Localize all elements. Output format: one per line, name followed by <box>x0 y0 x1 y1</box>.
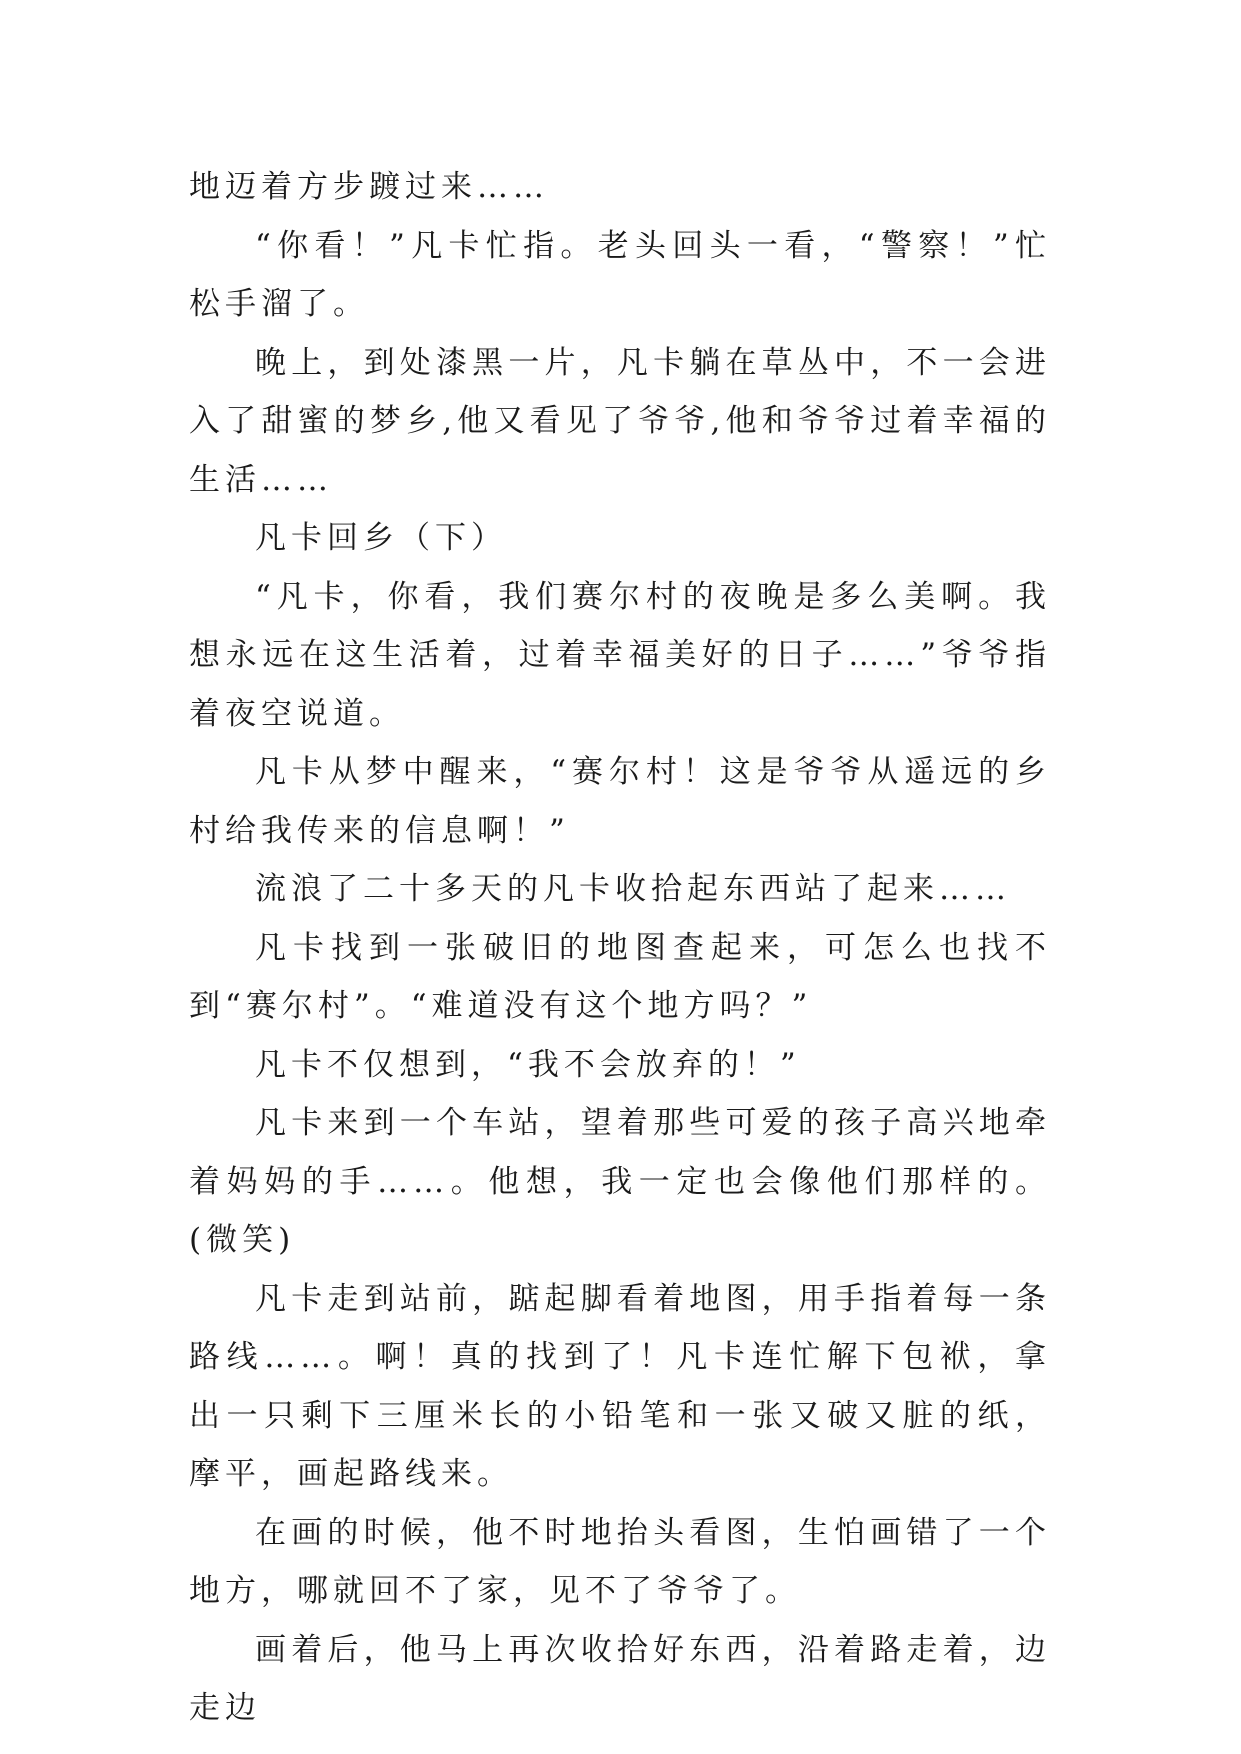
paragraph: 凡卡从梦中醒来，“赛尔村！这是爷爷从遥远的乡村给我传来的信息啊！” <box>189 754 1051 849</box>
story-body <box>189 158 1051 1738</box>
paragraph: 凡卡来到一个车站，望着那些可爱的孩子高兴地牵着妈妈的手……。他想，我一定也会像他们那样的。(微笑) <box>189 1105 1051 1258</box>
paragraph: 在画的时候，他不时地抬头看图，生怕画错了一个地方，哪就回不了家，见不了爷爷了。 <box>189 1514 1051 1609</box>
paragraph-continuation: 地迈着方步踱过来…… <box>189 169 549 205</box>
paragraph: “你看！”凡卡忙指。老头回头一看，“警察！”忙松手溜了。 <box>189 227 1051 322</box>
paragraph: 流浪了二十多天的凡卡收拾起东西站了起来…… <box>255 871 1011 907</box>
paragraph: 晚上，到处漆黑一片，凡卡躺在草丛中，不一会进入了甜蜜的梦乡,他又看见了爷爷,他和爷爷过着幸福的生活…… <box>189 344 1051 498</box>
paragraph: “凡卡，你看，我们赛尔村的夜晚是多么美啊。我想永远在这生活着，过着幸福美好的日子……”爷爷指着夜空说道。 <box>189 578 1051 732</box>
paragraph: 凡卡找到一张破旧的地图查起来，可怎么也找不到“赛尔村”。“难道没有这个地方吗？” <box>189 929 1051 1024</box>
paragraph: 凡卡不仅想到，“我不会放弃的！” <box>255 1046 801 1083</box>
paragraph: 画着后，他马上再次收拾好东西，沿着路走着，边走边 <box>189 1631 1051 1726</box>
section-heading: 凡卡回乡（下） <box>255 520 507 556</box>
paragraph: 凡卡走到站前，踮起脚看着地图，用手指着每一条路线……。啊！真的找到了！凡卡连忙解下包袱，拿出一只剩下三厘米长的小铅笔和一张又破又脏的纸，摩平，画起路线来。 <box>189 1280 1051 1492</box>
